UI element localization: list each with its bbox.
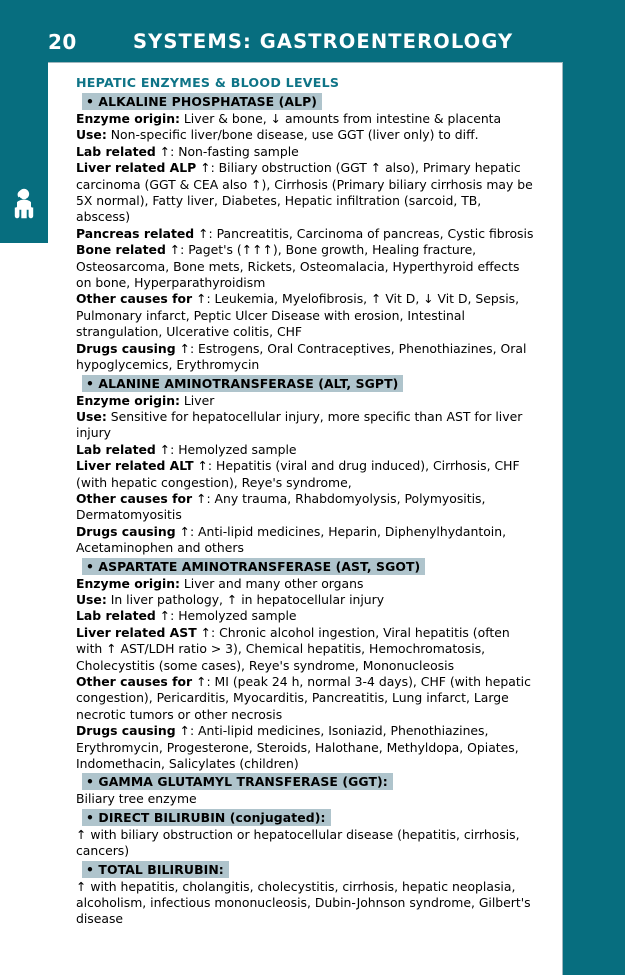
entry-paragraph xyxy=(76,458,538,491)
entry-label: Drugs causing xyxy=(76,340,176,356)
entry-label: Drugs causing xyxy=(76,523,176,539)
entry-paragraph xyxy=(76,144,538,160)
entry-text: Non-specific liver/bone disease, use GGT (liver only) to diff. xyxy=(106,127,479,143)
entry-text: ↑ with biliary obstruction or hepatocellular disease (hepatitis, cirrhosis, cancers) xyxy=(76,826,520,859)
entry-paragraph xyxy=(76,524,538,557)
entry-label: Enzyme origin: xyxy=(76,392,180,408)
section-heading-row xyxy=(76,860,538,879)
entry-paragraph xyxy=(76,111,538,127)
entry-label: Use: xyxy=(76,127,107,143)
entry-text: ↑: Hemolyzed sample xyxy=(155,441,297,457)
entry-label: Liver related ALP xyxy=(76,160,197,176)
entry-label: Use: xyxy=(76,408,107,424)
entry-paragraph xyxy=(76,442,538,458)
entry-paragraph xyxy=(76,341,538,374)
entry-paragraph xyxy=(76,576,538,592)
chapter-side-tab xyxy=(0,62,48,243)
entry-paragraph xyxy=(76,791,538,807)
entry-text: ↑: Non-fasting sample xyxy=(155,143,299,159)
section-heading: • DIRECT BILIRUBIN (conjugated): xyxy=(82,809,331,826)
entry-label: Other causes for xyxy=(76,674,193,689)
entry-text: ↑: MI (peak 24 h, normal 3-4 days), CHF (with hepatic congestion), Pericarditis, Myocarditis, Pancreatitis, Lung infarct, Large necrotic tumors or other necrosis xyxy=(76,674,531,722)
physician-icon xyxy=(9,187,39,221)
entry-paragraph xyxy=(76,491,538,524)
entry-text: In liver pathology, ↑ in hepatocellular injury xyxy=(106,591,385,607)
entry-text: Liver & bone, ↓ amounts from intestine & placenta xyxy=(179,111,502,126)
entry-label: Other causes for xyxy=(76,291,193,307)
entry-label: Liver related AST xyxy=(76,624,197,640)
entry-text: ↑: Paget's (↑↑↑), Bone growth, Healing fracture, Osteosarcoma, Bone mets, Rickets, Osteomalacia, Hyperthyroid effects on bone, Hyperparathyroidism xyxy=(76,242,520,291)
entry-text: ↑: Chronic alcohol ingestion, Viral hepatitis (often with ↑ AST/LDH ratio > 3), Chemical hepatitis, Hemochromatosis, Cholecystitis (some cases), Reye's syndrome, Mononucleosis xyxy=(76,624,510,673)
entry-text: ↑: Leukemia, Myelofibrosis, ↑ Vit D, ↓ Vit D, Sepsis, Pulmonary infarct, Peptic Ulcer Disease with erosion, Intestinal strangulation, Ulcerative colitis, CHF xyxy=(76,291,520,340)
entry-text: ↑: Pancreatitis, Carcinoma of pancreas, Cystic fibrosis xyxy=(194,225,534,241)
entry-label: Other causes for xyxy=(76,490,193,506)
entry-paragraph xyxy=(76,827,538,860)
entry-label: Lab related xyxy=(76,608,156,624)
entry-paragraph xyxy=(76,723,538,772)
entry-text: ↑ with hepatitis, cholangitis, cholecystitis, cirrhosis, hepatic neoplasia, alcoholism, infectious mononucleosis, Dubin-Johnson syndrome, Gilbert's disease xyxy=(76,878,531,927)
entry-text: ↑: Anti-lipid medicines, Heparin, Diphenylhydantoin, Acetaminophen and others xyxy=(76,523,507,556)
content-inner xyxy=(76,75,538,928)
entry-paragraph xyxy=(76,242,538,291)
entry-text: ↑: Anti-lipid medicines, Isoniazid, Phenothiazines, Erythromycin, Progesterone, Steroids, Halothane, Methyldopa, Opiates, Indomethacin, Salicylates (children) xyxy=(76,723,519,772)
entry-label: Drugs causing xyxy=(76,723,176,739)
section-heading: • ASPARTATE AMINOTRANSFERASE (AST, SGOT) xyxy=(82,558,425,575)
page-title: SYSTEMS: GASTROENTEROLOGY xyxy=(133,30,514,53)
section-heading-row xyxy=(76,92,538,111)
entry-label: Enzyme origin: xyxy=(76,111,180,126)
entry-label: Bone related xyxy=(76,242,166,258)
entry-paragraph xyxy=(76,127,538,143)
entry-text: Liver xyxy=(179,392,215,408)
section-heading: • ALKALINE PHOSPHATASE (ALP) xyxy=(82,93,322,110)
section-heading: • GAMMA GLUTAMYL TRANSFERASE (GGT): xyxy=(82,773,393,790)
entry-paragraph xyxy=(76,608,538,624)
panel-title: HEPATIC ENZYMES & BLOOD LEVELS xyxy=(76,75,340,90)
entry-label: Use: xyxy=(76,591,107,607)
section-heading-row xyxy=(76,808,538,827)
entry-text: ↑: Any trauma, Rhabdomyolysis, Polymyositis, Dermatomyositis xyxy=(76,490,486,523)
entry-paragraph xyxy=(76,291,538,340)
section-heading-row xyxy=(76,557,538,576)
sections-list xyxy=(76,92,538,928)
page-number: 20 xyxy=(48,30,77,54)
entry-paragraph xyxy=(76,879,538,928)
entry-text: ↑: Biliary obstruction (GGT ↑ also), Primary hepatic carcinoma (GGT & CEA also ↑), Cirrhosis (Primary biliary cirrhosis may be 5X normal), Fatty liver, Diabetes, Hepatic infiltration (sarcoid, TB, abscess) xyxy=(76,160,533,225)
entry-label: Pancreas related xyxy=(76,225,195,241)
section-heading: • TOTAL BILIRUBIN: xyxy=(82,861,229,878)
section-heading: • ALANINE AMINOTRANSFERASE (ALT, SGPT) xyxy=(82,375,403,392)
entry-text: ↑: Hemolyzed sample xyxy=(155,608,297,624)
entry-text: Liver and many other organs xyxy=(179,575,364,591)
entry-label: Lab related xyxy=(76,441,156,457)
entry-paragraph xyxy=(76,674,538,723)
entry-paragraph xyxy=(76,592,538,608)
right-margin-strip xyxy=(563,0,625,975)
section-heading-row xyxy=(76,772,538,791)
entry-paragraph xyxy=(76,226,538,242)
entry-paragraph xyxy=(76,393,538,409)
entry-paragraph xyxy=(76,409,538,442)
entry-text: Biliary tree enzyme xyxy=(76,791,197,807)
entry-paragraph xyxy=(76,625,538,674)
entry-label: Liver related ALT xyxy=(76,458,194,474)
entry-text: ↑: Estrogens, Oral Contraceptives, Phenothiazines, Oral hypoglycemics, Erythromycin xyxy=(76,340,527,373)
entry-paragraph xyxy=(76,160,538,226)
entry-text: ↑: Hepatitis (viral and drug induced), Cirrhosis, CHF (with hepatic congestion), Reye's syndrome, xyxy=(76,458,520,490)
section-heading-row xyxy=(76,374,538,393)
entry-label: Lab related xyxy=(76,143,156,159)
content-box xyxy=(48,62,563,975)
entry-label: Enzyme origin: xyxy=(76,575,180,591)
entry-text: Sensitive for hepatocellular injury, more specific than AST for liver injury xyxy=(76,408,523,441)
